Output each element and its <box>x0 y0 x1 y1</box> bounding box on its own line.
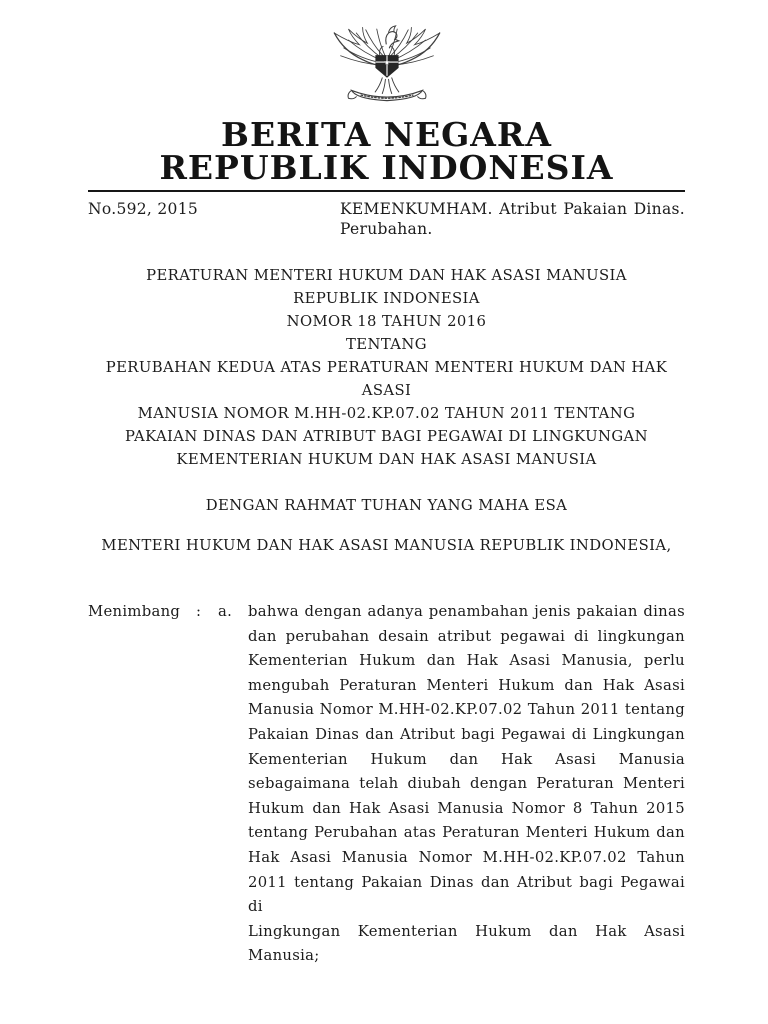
regulation-title-line: NOMOR 18 TAHUN 2016 <box>286 313 487 330</box>
regulation-title-line: TENTANG <box>346 336 427 353</box>
subject-line2: Perubahan. <box>340 220 433 238</box>
regulation-title-line: PAKAIAN DINAS DAN ATRIBUT BAGI PEGAWAI DI LINGKUNGAN <box>125 428 648 445</box>
gazette-title <box>88 115 685 187</box>
consideration-text-line: Lingkungan Kementerian Hukum dan Hak Asasi <box>248 922 685 940</box>
consideration-text-line: dan perubahan desain atribut pegawai di lingkungan <box>248 627 685 645</box>
consideration-text-line: Manusia Nomor M.HH-02.KP.07.02 Tahun 2011 tentang <box>248 701 685 719</box>
subject-line1: KEMENKUMHAM. Atribut Pakaian Dinas. <box>340 200 685 218</box>
garuda-pancasila-emblem-icon <box>328 22 446 110</box>
gazette-title-line2: REPUBLIK INDONESIA <box>159 148 614 187</box>
consideration-text-line: Hak Asasi Manusia Nomor M.HH-02.KP.07.02 Tahun <box>248 848 685 866</box>
consideration-text-line: Pakaian Dinas dan Atribut bagi Pegawai di Lingkungan <box>248 725 685 743</box>
regulation-title-line: REPUBLIK INDONESIA <box>293 290 480 307</box>
consideration-text-line: bahwa dengan adanya penambahan jenis pakaian dinas <box>248 603 685 620</box>
regulation-title-line: PERUBAHAN KEDUA ATAS PERATURAN MENTERI HUKUM DAN HAK ASASI <box>105 359 668 399</box>
consideration-item-body <box>248 600 685 969</box>
consideration-item-marker: a. <box>218 603 233 620</box>
masthead-divider <box>88 190 685 192</box>
masthead-info-row <box>88 199 685 239</box>
considerations-section <box>88 600 685 969</box>
consideration-text-line: mengubah Peraturan Menteri Hukum dan Hak Asasi <box>248 676 685 694</box>
consideration-text-line: Hukum dan Hak Asasi Manusia Nomor 8 Tahun 2015 <box>248 799 685 817</box>
consideration-text-line: tentang Perubahan atas Peraturan Menteri Hukum dan <box>248 824 685 842</box>
considerations-colon: : <box>196 603 202 620</box>
regulation-title-line: KEMENTERIAN HUKUM DAN HAK ASASI MANUSIA <box>176 451 597 468</box>
consideration-text-line: Kementerian Hukum dan Hak Asasi Manusia, perlu <box>248 652 685 670</box>
invocation-line: DENGAN RAHMAT TUHAN YANG MAHA ESA <box>205 497 568 514</box>
svg-text:★: ★ <box>383 57 390 67</box>
regulation-title-line: MANUSIA NOMOR M.HH-02.KP.07.02 TAHUN 2011 TENTANG <box>137 405 636 422</box>
consideration-text-line: sebagaimana telah diubah dengan Peraturan Menteri <box>248 775 685 793</box>
consideration-text-line: Kementerian Hukum dan Hak Asasi Manusia <box>248 750 685 768</box>
regulation-title <box>88 264 685 471</box>
regulation-title-line: PERATURAN MENTERI HUKUM DAN HAK ASASI MANUSIA <box>146 267 627 284</box>
consideration-text-line: Manusia; <box>248 947 320 965</box>
consideration-text-line: 2011 tentang Pakaian Dinas dan Atribut bagi Pegawai di <box>248 873 685 916</box>
considerations-label: Menimbang <box>88 603 181 620</box>
subject-abstract <box>340 199 685 239</box>
gazette-title-line1: BERITA NEGARA <box>221 115 552 154</box>
authority-line: MENTERI HUKUM DAN HAK ASASI MANUSIA REPUBLIK INDONESIA, <box>101 537 672 554</box>
issue-number: No.592, 2015 <box>88 200 199 218</box>
